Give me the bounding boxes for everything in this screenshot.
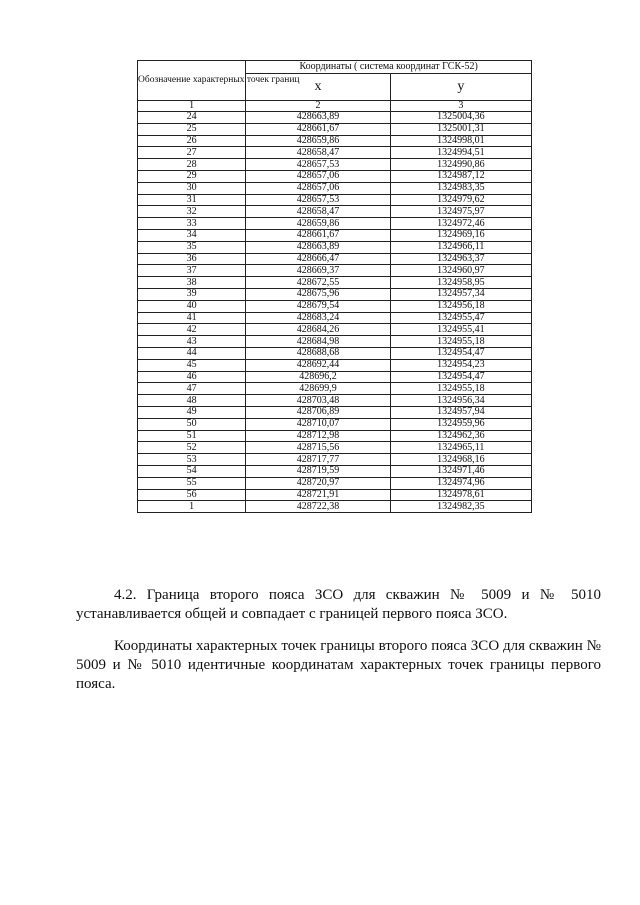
point-number: 38	[138, 277, 246, 289]
coord-y: 1324994,51	[390, 147, 531, 159]
coord-x: 428675,96	[246, 288, 390, 300]
coord-y: 1324957,94	[390, 406, 531, 418]
paragraph-section-4-2	[76, 586, 601, 624]
point-number: 39	[138, 288, 246, 300]
table-row	[138, 501, 532, 513]
paragraph-text: 4.2. Граница второго пояса ЗСО для скважин № 5009 и № 5010 устанавливается общей и совпадает с границей первого пояса ЗСО.	[76, 587, 601, 622]
coord-x: 428657,06	[246, 182, 390, 194]
coord-x: 428669,37	[246, 265, 390, 277]
coord-y: 1324963,37	[390, 253, 531, 265]
table-row	[138, 489, 532, 501]
coord-x: 428683,24	[246, 312, 390, 324]
coord-y: 1324954,47	[390, 347, 531, 359]
table-row	[138, 359, 532, 371]
coord-x: 428658,47	[246, 206, 390, 218]
point-number: 43	[138, 336, 246, 348]
point-number: 44	[138, 347, 246, 359]
coord-y: 1324978,61	[390, 489, 531, 501]
paragraph-text: Координаты характерных точек границы второго пояса ЗСО для скважин № 5009 и № 5010 идентичные координатам характерных точек границы первого пояса.	[76, 638, 601, 692]
table-row	[138, 241, 532, 253]
column-number: 3	[390, 101, 531, 112]
coord-y: 1324956,34	[390, 395, 531, 407]
coord-x: 428717,77	[246, 454, 390, 466]
table-row	[138, 265, 532, 277]
coord-y: 1324955,47	[390, 312, 531, 324]
coord-y: 1324998,01	[390, 135, 531, 147]
table-row	[138, 182, 532, 194]
coord-x: 428722,38	[246, 501, 390, 513]
table-row	[138, 395, 532, 407]
coord-y: 1324968,16	[390, 454, 531, 466]
table-row	[138, 206, 532, 218]
coord-x: 428663,89	[246, 112, 390, 124]
coordinates-table	[137, 60, 532, 513]
table-row	[138, 135, 532, 147]
point-number: 48	[138, 395, 246, 407]
coord-x: 428696,2	[246, 371, 390, 383]
coord-y: 1325004,36	[390, 112, 531, 124]
point-number: 45	[138, 359, 246, 371]
coord-y: 1324969,16	[390, 229, 531, 241]
table-row	[138, 406, 532, 418]
coord-x: 428659,86	[246, 218, 390, 230]
coord-y: 1324962,36	[390, 430, 531, 442]
table-row	[138, 218, 532, 230]
header-designation: Обозначение характерных точек границ	[138, 61, 246, 101]
table-row	[138, 170, 532, 182]
coord-x: 428703,48	[246, 395, 390, 407]
table-row	[138, 418, 532, 430]
table-row	[138, 312, 532, 324]
coord-x: 428672,55	[246, 277, 390, 289]
table-row	[138, 159, 532, 171]
point-number: 54	[138, 465, 246, 477]
table-header	[138, 61, 532, 112]
coord-y: 1324960,97	[390, 265, 531, 277]
table-body	[138, 112, 532, 513]
point-number: 30	[138, 182, 246, 194]
coord-x: 428663,89	[246, 241, 390, 253]
point-number: 28	[138, 159, 246, 171]
point-number: 49	[138, 406, 246, 418]
point-number: 32	[138, 206, 246, 218]
table-row	[138, 194, 532, 206]
point-number: 37	[138, 265, 246, 277]
coord-y: 1324954,47	[390, 371, 531, 383]
point-number: 51	[138, 430, 246, 442]
coord-x: 428666,47	[246, 253, 390, 265]
header-y: y	[390, 74, 531, 101]
coord-x: 428657,06	[246, 170, 390, 182]
point-number: 27	[138, 147, 246, 159]
point-number: 42	[138, 324, 246, 336]
coord-x: 428661,67	[246, 123, 390, 135]
point-number: 46	[138, 371, 246, 383]
header-x: x	[246, 74, 390, 101]
coord-y: 1324958,95	[390, 277, 531, 289]
coord-y: 1324955,18	[390, 383, 531, 395]
coord-y: 1324955,41	[390, 324, 531, 336]
table-row	[138, 442, 532, 454]
point-number: 41	[138, 312, 246, 324]
coord-x: 428699,9	[246, 383, 390, 395]
point-number: 55	[138, 477, 246, 489]
coord-y: 1324966,11	[390, 241, 531, 253]
coord-y: 1324987,12	[390, 170, 531, 182]
point-number: 26	[138, 135, 246, 147]
coord-y: 1324979,62	[390, 194, 531, 206]
coord-x: 428688,68	[246, 347, 390, 359]
table-row	[138, 253, 532, 265]
coord-y: 1324965,11	[390, 442, 531, 454]
coord-y: 1324957,34	[390, 288, 531, 300]
column-number: 2	[246, 101, 390, 112]
coord-x: 428684,98	[246, 336, 390, 348]
table-row	[138, 465, 532, 477]
coord-y: 1324972,46	[390, 218, 531, 230]
coord-x: 428661,67	[246, 229, 390, 241]
table-row	[138, 477, 532, 489]
coord-y: 1325001,31	[390, 123, 531, 135]
coord-x: 428659,86	[246, 135, 390, 147]
coord-y: 1324971,46	[390, 465, 531, 477]
table-row	[138, 229, 532, 241]
header-coordinates-title: Координаты ( система координат ГСК-52)	[246, 61, 532, 74]
table-row	[138, 123, 532, 135]
coord-y: 1324982,35	[390, 501, 531, 513]
table-row	[138, 147, 532, 159]
coord-y: 1324990,86	[390, 159, 531, 171]
coord-x: 428657,53	[246, 159, 390, 171]
table-row	[138, 371, 532, 383]
coord-x: 428710,07	[246, 418, 390, 430]
point-number: 34	[138, 229, 246, 241]
coord-x: 428706,89	[246, 406, 390, 418]
column-number: 1	[138, 101, 246, 112]
point-number: 1	[138, 501, 246, 513]
point-number: 29	[138, 170, 246, 182]
point-number: 25	[138, 123, 246, 135]
coord-y: 1324975,97	[390, 206, 531, 218]
table-row	[138, 277, 532, 289]
table-row	[138, 454, 532, 466]
table-row	[138, 324, 532, 336]
point-number: 47	[138, 383, 246, 395]
table-row	[138, 336, 532, 348]
coord-x: 428684,26	[246, 324, 390, 336]
point-number: 33	[138, 218, 246, 230]
point-number: 50	[138, 418, 246, 430]
point-number: 52	[138, 442, 246, 454]
table-row	[138, 300, 532, 312]
point-number: 31	[138, 194, 246, 206]
coord-x: 428679,54	[246, 300, 390, 312]
coord-y: 1324954,23	[390, 359, 531, 371]
coord-y: 1324955,18	[390, 336, 531, 348]
table-row	[138, 288, 532, 300]
point-number: 56	[138, 489, 246, 501]
coord-y: 1324974,96	[390, 477, 531, 489]
coord-x: 428692,44	[246, 359, 390, 371]
table-row	[138, 112, 532, 124]
table-row	[138, 347, 532, 359]
point-number: 40	[138, 300, 246, 312]
point-number: 35	[138, 241, 246, 253]
coord-y: 1324959,96	[390, 418, 531, 430]
coord-x: 428657,53	[246, 194, 390, 206]
coord-x: 428712,98	[246, 430, 390, 442]
point-number: 24	[138, 112, 246, 124]
table-row	[138, 430, 532, 442]
coord-x: 428720,97	[246, 477, 390, 489]
point-number: 36	[138, 253, 246, 265]
coord-x: 428721,91	[246, 489, 390, 501]
coord-x: 428658,47	[246, 147, 390, 159]
point-number: 53	[138, 454, 246, 466]
table-row	[138, 383, 532, 395]
coord-x: 428715,56	[246, 442, 390, 454]
paragraph-coordinates-note	[76, 637, 601, 694]
coord-x: 428719,59	[246, 465, 390, 477]
coord-y: 1324983,35	[390, 182, 531, 194]
coord-y: 1324956,18	[390, 300, 531, 312]
